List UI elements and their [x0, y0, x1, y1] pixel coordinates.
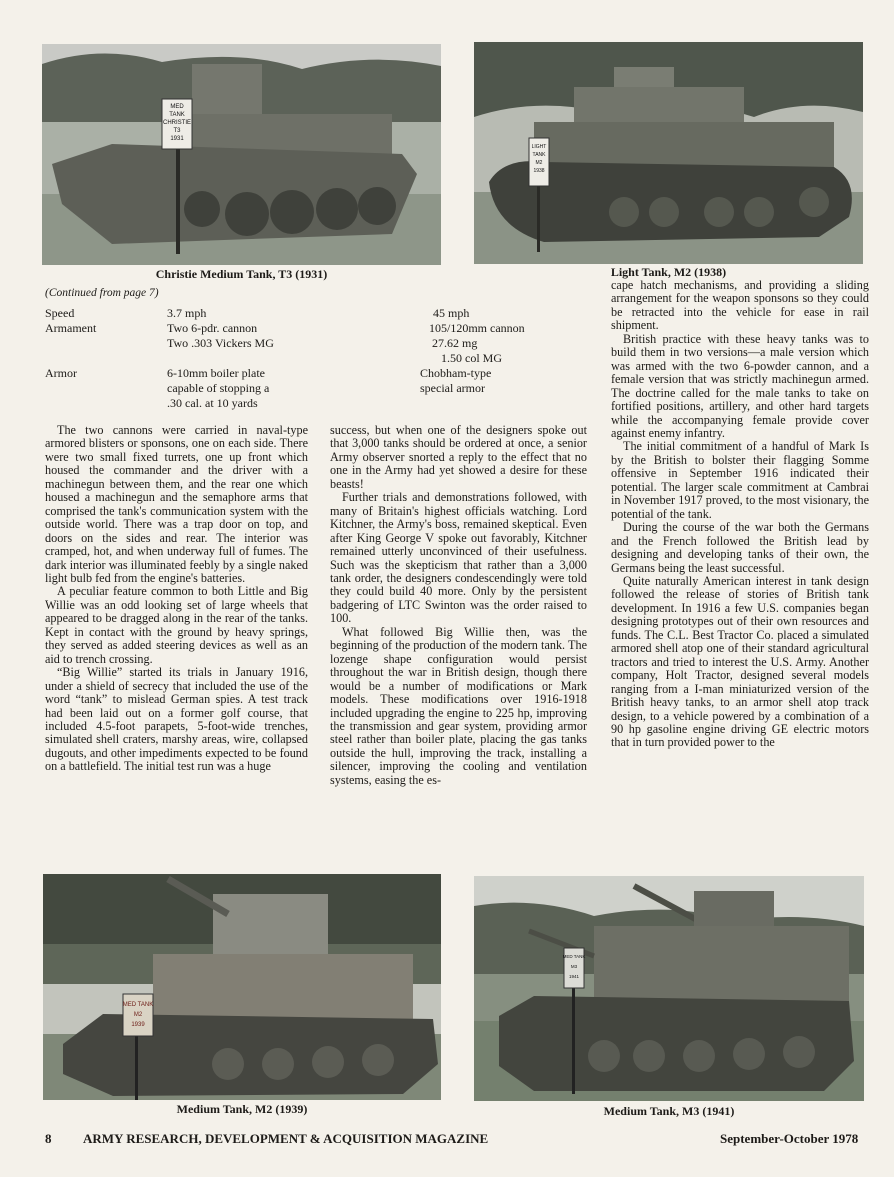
- spec-mk1-values: [167, 306, 337, 411]
- caption-medium-tank-m3: Medium Tank, M3 (1941): [603, 1104, 735, 1118]
- paragraph: British practice with these heavy tanks was to build them in two versions—a male version which was armed with the two 6-powder cannon, and a female version that was strictly machinegun armed. The doctrine called for the male tanks to take on fortified positions, artillery, and other hard targets while the accompanying female provide cover against enemy infantry.: [611, 331, 869, 440]
- spec-value: Chobham-type: [420, 366, 492, 380]
- spec-modern-values: [420, 306, 570, 396]
- photo-medium-tank-m2: [43, 874, 441, 1100]
- tank-image: [474, 42, 863, 264]
- text-column-3: [611, 279, 869, 750]
- sign-line: T3: [173, 128, 181, 134]
- paragraph: What followed Big Willie then, was the beginning of the production of the modern tank. The lozenge shape configuration would persist throughout the war in British design, though there would be a number of modifications or Mark models. These modifications over 1916-1918 included upgrading the engine to 225 hp, improving the transmission and gear system, providing armor steel rather than boiler plate, placing the gas tanks outside the hull, improving the track, installing a silencer, improving the cooling and ventilation systems, easing the es-: [330, 624, 587, 787]
- issue-date: September-October 1978: [720, 1131, 859, 1146]
- sign-line: 1939: [131, 1022, 145, 1028]
- tank-image: [43, 874, 441, 1100]
- spec-value: Two 6-pdr. cannon: [167, 321, 258, 335]
- sign-line: M2: [535, 160, 543, 166]
- caption-christie-t3: Christie Medium Tank, T3 (1931): [155, 267, 328, 281]
- text-column-1: [45, 424, 308, 774]
- tank-image: [474, 876, 864, 1101]
- sign-line: MED TANK: [562, 954, 586, 959]
- spec-value: 3.7 mph: [167, 306, 207, 320]
- sign-line: MED TANK: [122, 1002, 154, 1008]
- sign-line: LIGHT: [531, 144, 547, 150]
- sign-line: 1938: [533, 168, 545, 174]
- spec-value: capable of stopping a: [167, 381, 270, 395]
- spec-value: 105/120mm cannon: [429, 321, 525, 335]
- spec-value: special armor: [420, 381, 485, 395]
- sign-line: MED: [170, 104, 184, 110]
- spec-value: Two .303 Vickers MG: [167, 336, 274, 350]
- paragraph: success, but when one of the designers spoke out that 3,000 tanks should be ordered at once, a senior Army observer snorted a reply to the effect that no one in the Army had yet showed a desire for these beasts!: [330, 423, 587, 491]
- paragraph: cape hatch mechanisms, and providing a sliding arrangement for the weapon sponsons so they could be retracted into the vehicle for ease in rail shipment.: [611, 278, 869, 333]
- paragraph: Further trials and demonstrations followed, with many of Britain's highest officials watching. Lord Kitchner, the Army's boss, remained skeptical. Even after King George V spoke out favorably, Kitchner remained utterly unconvinced of their usefulness. Such was the skepticism that rather than a 3,000 tank order, the designers condescendingly were told they could build 40 more. Only by the persistent badgering of LTC Swinton was the order raised to 100.: [330, 490, 587, 626]
- sign-line: TANK: [169, 112, 185, 118]
- paragraph: The initial commitment of a handful of Mark Is by the British to bolster their flagging Somme offensive in September 1916 indicated their potential. The larger scale commitment at Cambrai in November 1917 proved, to the most visionary, the potential of the tank.: [611, 439, 869, 521]
- spec-value: 45 mph: [433, 306, 470, 320]
- sign-line: 1931: [170, 136, 184, 142]
- spec-value: .30 cal. at 10 yards: [167, 396, 258, 410]
- spec-label-armor: Armor: [45, 366, 77, 380]
- caption-light-tank-m2: Light Tank, M2 (1938): [610, 265, 727, 279]
- paragraph: Quite naturally American interest in tank design followed the release of stories of British tank development. In 1916 a few U.S. companies began designing prototypes out of their own resources and funds. The C.L. Best Tractor Co. placed a simulated armored shell atop one of their standard agricultural tractors and tried to interest the U.S. Army. Another company, Holt Tractor, designed several models ranging from a I-man miniaturized version of the British heavy tanks, to an armor shell atop track design, to a vehicle powered by a combination of a 90 hp gasoline engine driving GE electric motors that in turn provided power to the: [611, 573, 869, 750]
- spec-label-armament: Armament: [45, 321, 97, 335]
- sign-line: CHRISTIE: [162, 120, 192, 126]
- paragraph: The two cannons were carried in naval-type armored blisters or sponsons, one on each side. There were two small fixed turrets, one up front which housed the commander and the driver with a machinegun between them, and the rear one which housed a machinegun and the semaphore arms that comprised the tank's communication system with the outside world. There was a trap door on top, and doors on the sides and rear. The interior was cramped, hot, and when underway full of fumes. The dark interior was illuminated feebly by a single naked light bulb fed from the engine's batteries.: [45, 423, 308, 585]
- photo-christie-t3: [42, 44, 441, 265]
- spec-label-speed: Speed: [45, 306, 75, 320]
- text-column-2: [330, 424, 587, 787]
- continued-note: (Continued from page 7): [45, 287, 159, 299]
- sign-line: TANK: [532, 152, 546, 158]
- publication-title: ARMY RESEARCH, DEVELOPMENT & ACQUISITION MAGAZINE: [83, 1131, 489, 1146]
- photo-medium-tank-m3: [474, 876, 864, 1101]
- spec-value: 6-10mm boiler plate: [167, 366, 265, 380]
- photo-light-tank-m2: [474, 42, 863, 264]
- paragraph: During the course of the war both the Germans and the French followed the British lead by designing and developing tanks of their own, the Germans being the least successful.: [611, 520, 869, 575]
- spec-value: 1.50 col MG: [441, 351, 502, 365]
- sign-line: M3: [570, 964, 578, 969]
- sign-line: M2: [133, 1012, 143, 1018]
- paragraph: “Big Willie” started its trials in January 1916, under a shield of secrecy that included the use of the word “tank” to mislead German spies. A test track had been laid out on a former golf course, that included 4.5-foot parapets, 5-foot-wide trenches, simulated shell craters, marshy areas, wire, collapsed dugouts, and other impediments expected to be found on a battlefield. The initial test run was a huge: [45, 665, 308, 774]
- page-number: 8: [45, 1131, 52, 1146]
- caption-medium-tank-m2: Medium Tank, M2 (1939): [176, 1102, 308, 1116]
- paragraph: A peculiar feature common to both Little and Big Willie was an odd looking set of large wheels that appeared to be dragged along in the rear of the tanks. Kept in contact with the ground by heavy springs, they served as added steering devices as well as an aid to trench crossing.: [45, 584, 308, 666]
- sign-line: 1941: [568, 974, 580, 979]
- spec-value: 27.62 mg: [432, 336, 478, 350]
- tank-image: [42, 44, 441, 265]
- spec-labels: [45, 306, 155, 381]
